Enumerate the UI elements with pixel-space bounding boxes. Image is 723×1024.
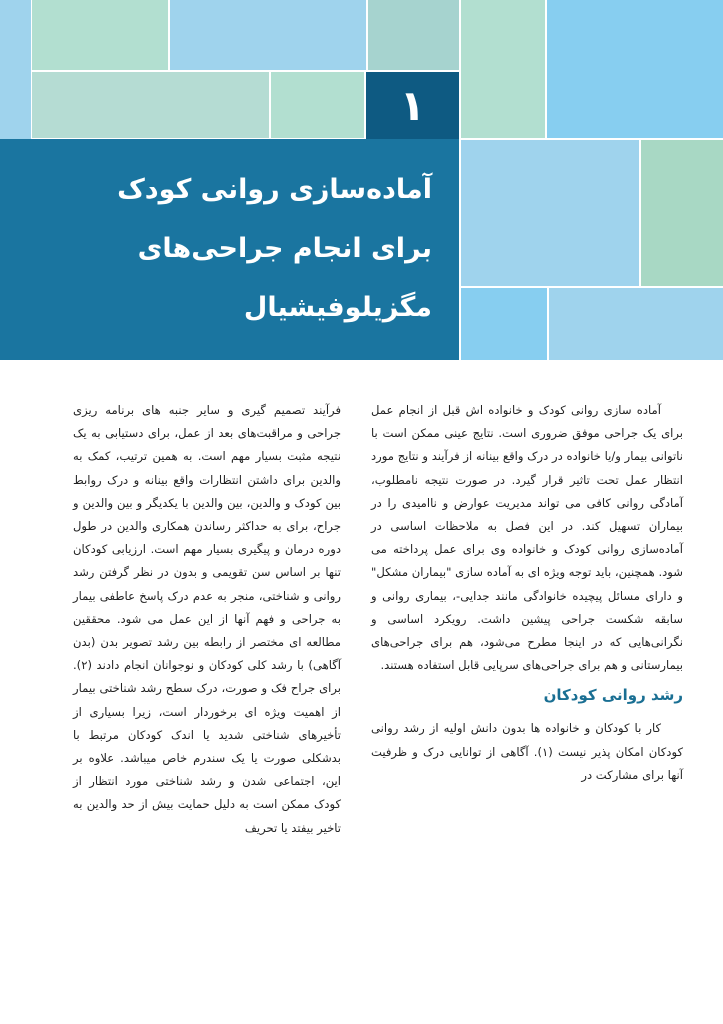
chapter-title-line: آماده‌سازی روانی کودک (117, 174, 432, 205)
body-column-left (73, 399, 341, 840)
chapter-number: ۱ (366, 72, 459, 139)
intro-paragraph: آماده سازی روانی کودک و خانواده اش قبل از انجام عمل برای یک جراحی موفق ضروری است. نتایج عینی ممکن است با ناتوانی بیمار و/یا خانواده در درک واقع بینانه از فرآیند و نتایج مورد انتظار عمل تحت تاثیر قرار گیرد. در صورت نتیجه نامطلوب، آمادگی روانی کافی می تواند مدیریت عوارض و ناامیدی را در بیماران تسهیل کند. در این فصل به ملاحظات اساسی در آماده‌سازی روانی کودک و خانواده وی برای عمل پرداخته می شود. همچنین، باید توجه ویژه ای به آماده سازی "بیماران مشکل" و دارای مسائل پیچیده خانوادگی مانند جدایی-، بیماری روانی و سابقه شکست جراحی پیشین داشت. رویکرد اساسی و نگرانی‌هایی که در اینجا مطرح می‌شود، هم برای جراحی‌های بیمارستانی و هم برای جراحی‌های سرپایی قابل استفاده هستند. (371, 403, 683, 673)
mosaic-tile (461, 140, 639, 286)
mosaic-tile (461, 288, 547, 360)
mosaic-tile (170, 0, 366, 70)
mosaic-tile (368, 0, 459, 70)
section-heading: رشد روانی کودکان (543, 686, 683, 705)
chapter-title-line: برای انجام جراحی‌های (137, 233, 432, 264)
continued-paragraph: فرآیند تصمیم گیری و سایر جنبه های برنامه ریزی جراحی و مراقبت‌های بعد از عمل، برای دستیابی به یک نتیجه مثبت بسیار مهم است. به همین ترتیب، کمک به والدین برای داشتن انتظارات واقع بینانه و درک روابط بین کودک و والدین، بین والدین با یکدیگر و بین والدین و جراح، برای به حداکثر رساندن همکاری والدین در طول دوره درمان و پیگیری بسیار مهم است. ارزیابی کودکان تنها بر اساس سن تقویمی و بدون در نظر گرفتن رشد روانی و شناختی، منجر به عدم درک پاسخ عاطفی بیمار به جراحی و فهم آنها از این عمل می شود. محققین مطالعه ای مختصر از رابطه بین رشد تصویر بدن (بدن آگاهی) با رشد کلی کودکان و نوجوانان انجام دادند (۲). برای جراح فک و صورت، درک سطح رشد شناختی بیمار از اهمیت ویژه ای برخوردار است، زیرا بسیاری از تأخیرهای شناختی شدید یا اندک کودکان مرتبط با بدشکلی صورت یا یک سندرم خاص میباشد. علاوه بر این، اجتماعی شدن و رشد شناختی مورد انتظار از کودک ممکن است به دلیل حمایت بیش از حد والدین به تاخیر بیفتد یا تحریف (73, 403, 341, 835)
chapter-title (8, 160, 432, 337)
mosaic-tile (461, 0, 545, 138)
mosaic-tile (549, 288, 723, 360)
mosaic-tile (0, 0, 31, 139)
chapter-title-line: مگزیلوفیشیال (243, 292, 432, 323)
mosaic-tile (32, 72, 269, 138)
mosaic-tile (32, 0, 168, 70)
section-paragraph: کار با کودکان و خانواده ها بدون دانش اولیه از رشد روانی کودکان امکان پذیر نیست (۱). آگاهی از توانایی درک و ظرفیت آنها برای مشارکت در (371, 721, 683, 782)
mosaic-tile (271, 72, 364, 138)
mosaic-tile (547, 0, 723, 138)
body-column-right (371, 399, 683, 787)
mosaic-tile (641, 140, 723, 286)
